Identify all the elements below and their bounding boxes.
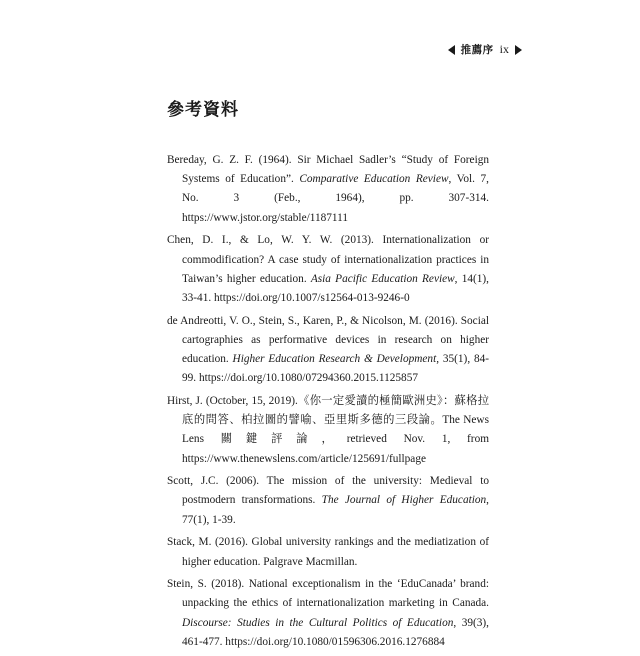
reference-item (167, 533, 489, 571)
reference-item (167, 472, 489, 530)
triangle-right-icon (515, 45, 522, 55)
triangle-left-icon (448, 45, 455, 55)
page-number: ix (499, 42, 509, 56)
reference-text: de Andreotti, V. O., Stein, S., Karen, P., & Nicolson, M. (2016). Social cartographies as performative devices in research on higher education. (167, 314, 489, 366)
reference-item (167, 231, 489, 308)
reference-item (167, 392, 489, 469)
reference-text: , 14(1), 33-41. https://doi.org/10.1007/s12564-013-9246-0 (182, 272, 489, 304)
reference-text: Hirst, J. (October, 15, 2019).《你一定愛讀的極簡歐洲史》：蘇格拉底的問答、柏拉圖的譬喻、亞里斯多德的三段論。The News Lens 關鍵評論，retrieved Nov. 1, from https://www.thenewslens.com/article/125691/fullpage (167, 394, 489, 465)
reference-text: Stack, M. (2016). Global university rankings and the mediatization of higher education. Palgrave Macmillan. (167, 536, 489, 568)
reference-journal: Discourse: Studies in the Cultural Politics of Education (182, 616, 454, 629)
reference-journal: Comparative Education Review (299, 173, 449, 186)
reference-item (167, 151, 489, 228)
reference-text: , 77(1), 1-39. (182, 494, 489, 526)
reference-journal: The Journal of Higher Education (321, 494, 487, 507)
header-title: 推薦序 (460, 44, 494, 56)
reference-list (167, 151, 489, 656)
reference-text: Chen, D. I., & Lo, W. Y. W. (2013). Internationalization or commodification? A case study of internationalization practices in Taiwan’s higher education. (167, 234, 489, 285)
section-title: 參考資料 (167, 100, 239, 120)
reference-journal: Higher Education Research & Development (232, 353, 437, 366)
reference-text: Bereday, G. Z. F. (1964). Sir Michael Sadler’s “Study of Foreign Systems of Education”. (167, 154, 489, 186)
reference-text: , Vol. 7, No. 3 (Feb., 1964), pp. 307-314. https://www.jstor.org/stable/1187111 (182, 173, 489, 224)
reference-text: , 35(1), 84-99. https://doi.org/10.1080/07294360.2015.1125857 (182, 353, 490, 385)
reference-item (167, 575, 489, 652)
reference-text: Scott, J.C. (2006). The mission of the university: Medieval to postmodern transformations. (167, 475, 489, 507)
reference-item (167, 312, 489, 389)
running-header (448, 42, 522, 57)
reference-journal: Asia Pacific Education Review (310, 272, 455, 285)
reference-text: Stein, S. (2018). National exceptionalism in the ‘EduCanada’ brand: unpacking the ethics of internationalization marketing in Canada. (167, 578, 489, 610)
reference-text: , 39(3), 461-477. https://doi.org/10.1080/01596306.2016.1276884 (182, 616, 489, 648)
